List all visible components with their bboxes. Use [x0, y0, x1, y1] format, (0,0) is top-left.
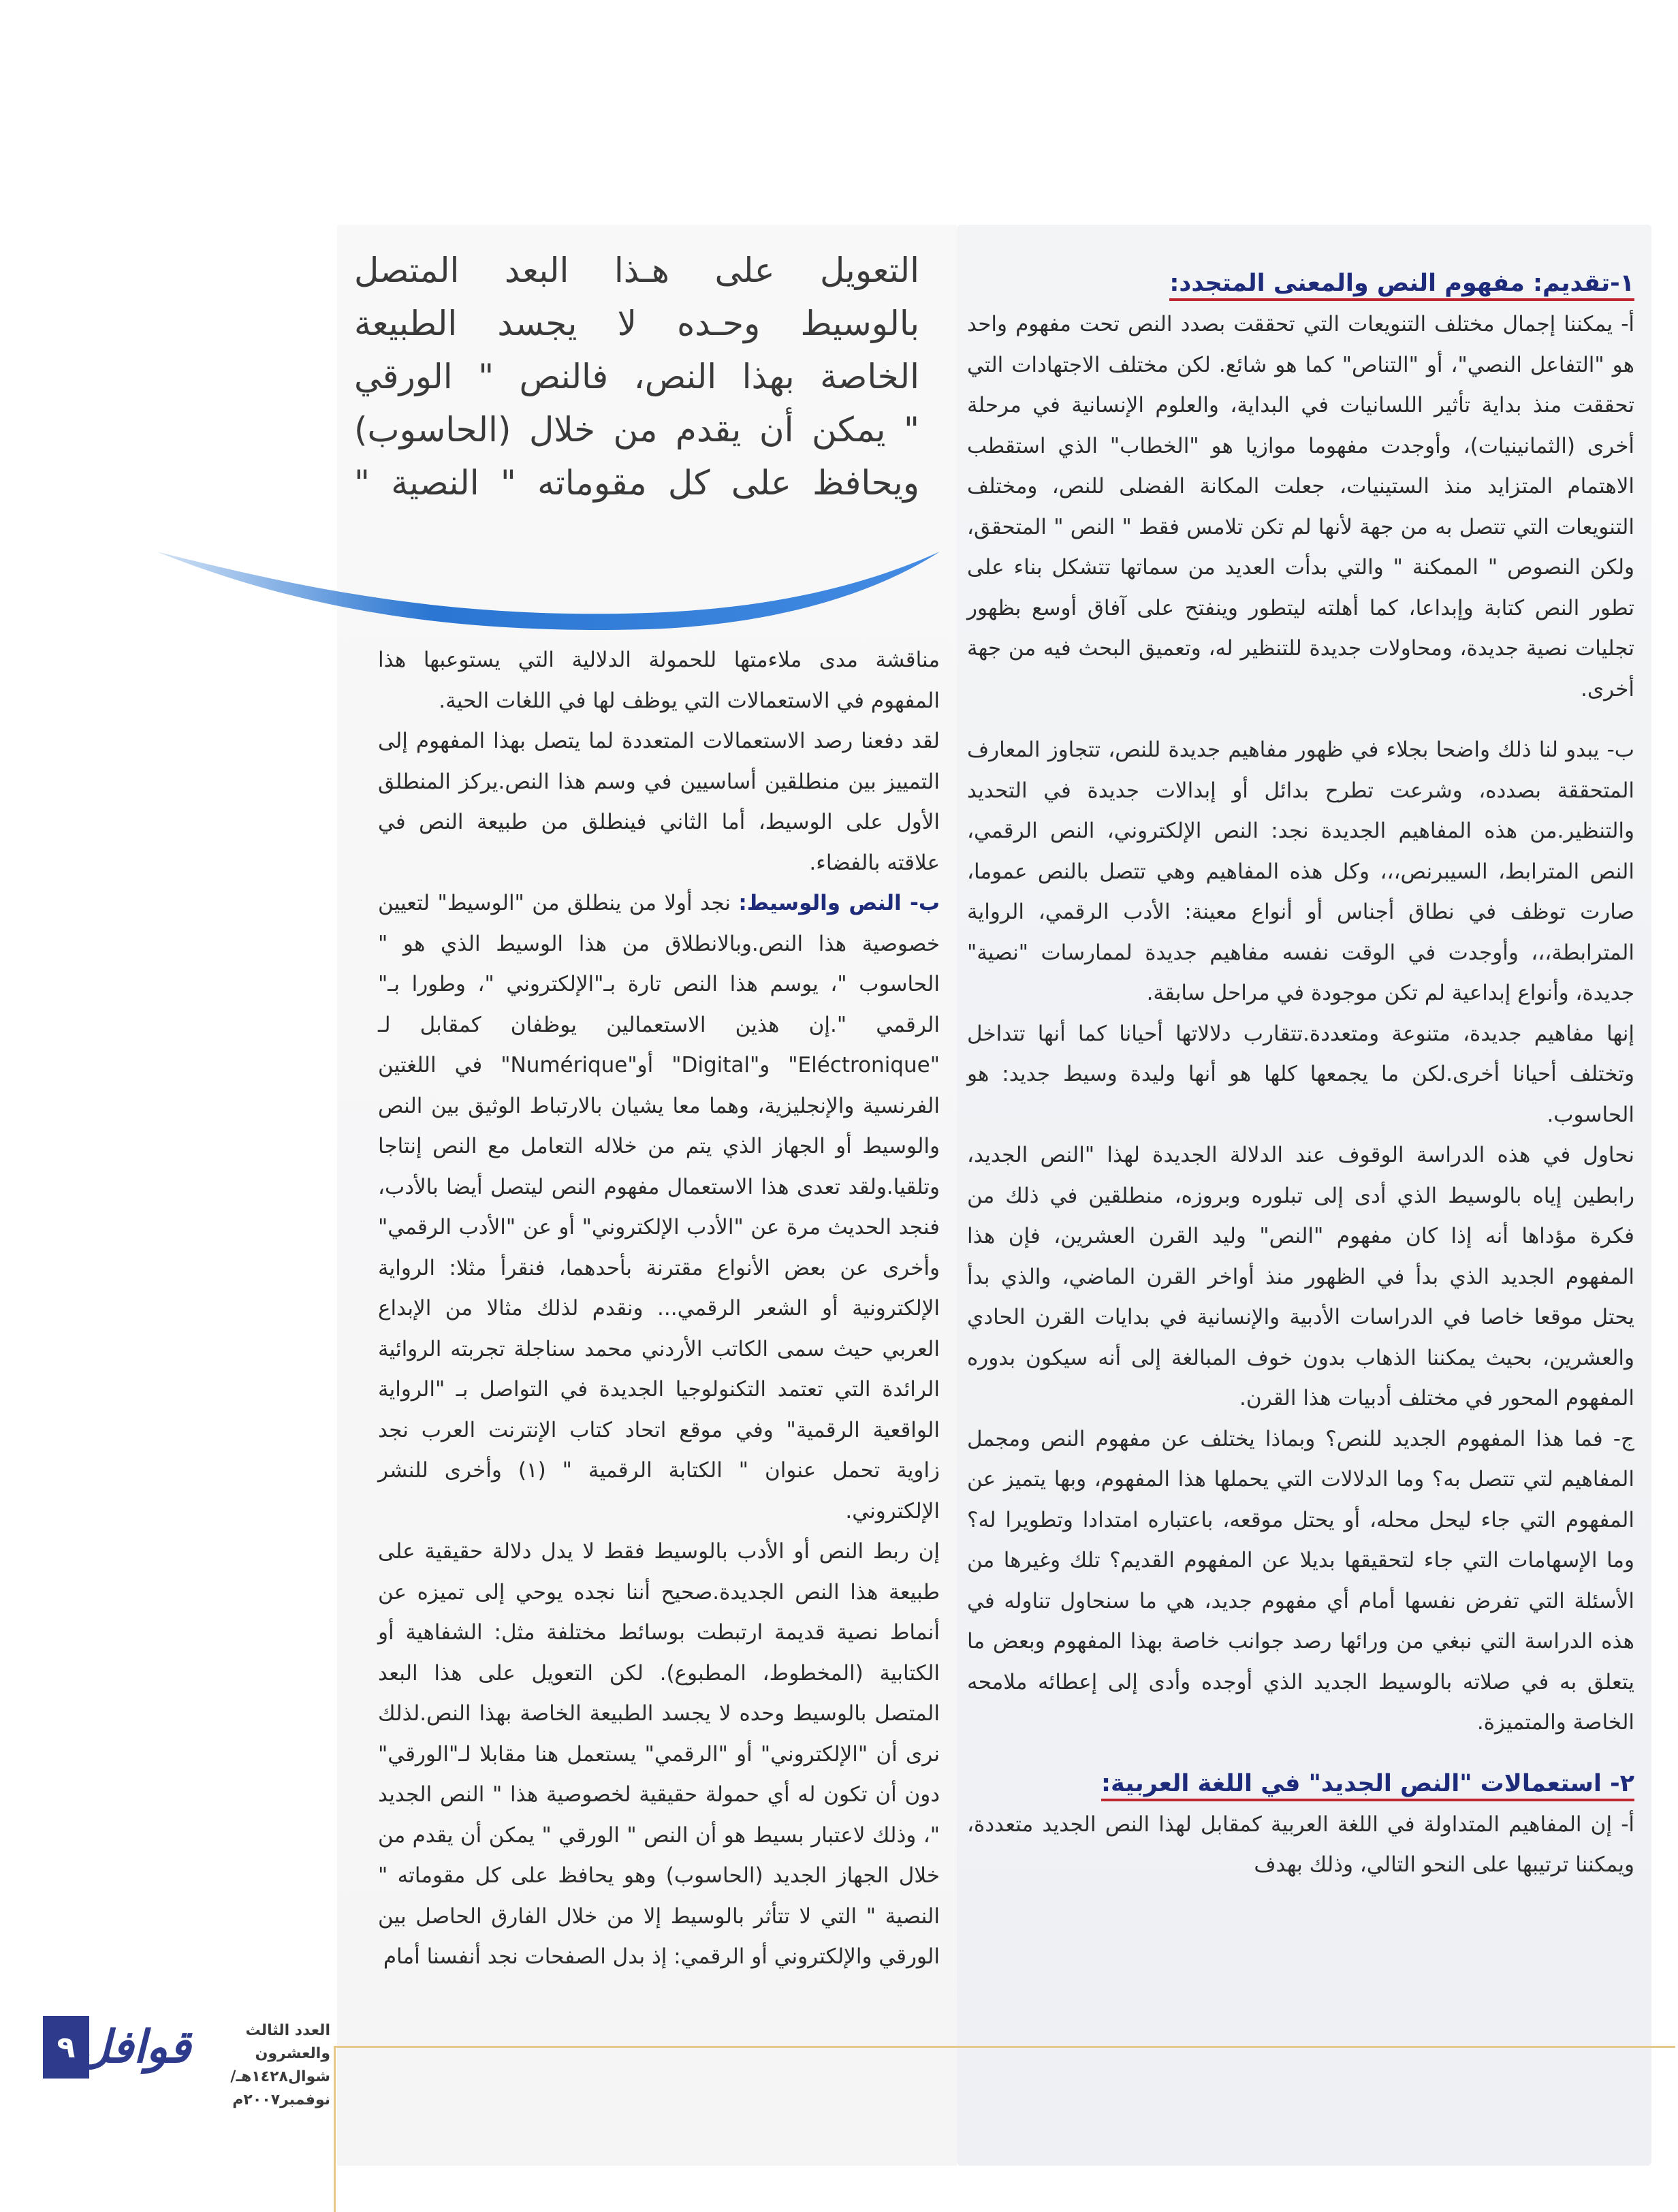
paragraph-b3: نحاول في هذه الدراسة الوقوف عند الدلالة الجديدة لهذا "النص الجديد، رابطين إياه بالوسيط الذي أدى إلى تبلوره وبروزه، منطلقين في ذلك من فكرة مؤداها أنه إذا كان مفهوم "النص" وليد القرن العشرين، فإن هذا المفهوم الجديد الذي بدأ في الظهور منذ أواخر القرن الماضي، والذي بدأ يحتل موقعا خاصا في الدراسات الأدبية والإنسانية في بدايات القرن الحادي والعشرين، بحيث يمكننا الذهاب بدون خوف المبالغة إلى أنه سيكون بدوره المفهوم المحور في مختلف أدبيات هذا القرن. — [967, 1143, 1634, 1410]
section-heading-2 — [967, 1763, 1634, 1805]
left-column — [378, 640, 940, 1978]
issue-info — [194, 2019, 330, 2112]
paragraph-3-body: نجد أولا من ينطلق من "الوسيط" لتعيين خصوصية هذا النص.وبالانطلاق من هذا الوسيط الذي هو " الحاسوب "، يوسم هذا النص تارة بـ"الإلكتروني "، وطورا بـ" الرقمي ".إن هذين الاستعمالين يوظفان كمقابل لـ "Eléctronique" و"Digital" أو"Numérique" في اللغتين الفرنسية والإنجليزية، وهما معا يشيان بالارتباط الوثيق بين النص والوسيط أو الجهاز الذي يتم من خلاله التعامل مع النص إنتاجا وتلقيا.ولقد تعدى هذا الاستعمال مفهوم النص ليتصل أيضا بالأدب، فنجد الحديث مرة عن "الأدب الإلكتروني" أو عن "الأدب الرقمي" وأخرى عن بعض الأنواع مقترنة بأحدهما، فنقرأ مثلا: الرواية الإلكترونية أو الشعر الرقمي... ونقدم لذلك مثالا من الإبداع العربي حيث سمى الكاتب الأردني محمد سناجلة تجربته الروائية الرائدة التي تعتمد التكنولوجيا الجديدة في التواصل بـ "الرواية الواقعية الرقمية" وفي موقع اتحاد كتاب الإنترنت العرب نجد زاوية تحمل عنوان " الكتابة الرقمية " (١) وأخرى للنشر الإلكتروني. — [378, 891, 940, 1523]
paragraph-3 — [378, 883, 940, 1532]
paragraph-3-lead: ب- النص والوسيط: — [738, 891, 940, 915]
footer-vertical-rule — [334, 2046, 336, 2212]
pull-quote-line: ويحافظ على كل مقوماته " النصية " — [354, 463, 919, 503]
paragraph-1: مناقشة مدى ملاءمتها للحمولة الدلالية التي يستوعبها هذا المفهوم في الاستعمالات التي يوظف لها في اللغات الحية. — [378, 648, 940, 713]
paragraph-c: ج- فما هذا المفهوم الجديد للنص؟ وبماذا يختلف عن مفهوم النص ومجمل المفاهيم لتي تتصل به؟ وما الدلالات التي يحملها هذا المفهوم، وبها يتميز عن المفهوم التي جاء ليحل محله، أو يحتل موقعه، باعتباره امتدادا وتطويرا له؟ وما الإسهامات التي جاء لتحقيقها بديلا عن المفهوم القديم؟ تلك وغيرها من الأسئلة التي تفرض نفسها أمام أي مفهوم جديد، هي ما سنحاول تناوله في هذه الدراسة التي نبغي من ورائها رصد جوانب خاصة بهذا المفهوم وبعض ما يتعلق به في صلاته بالوسيط الجديد الذي أوجده وأدى إلى إعطائه ملامحه الخاصة والمتميزة. — [967, 1426, 1634, 1735]
section-heading-1-text: ١-تقديم: مفهوم النص والمعنى المتجدد: — [1169, 270, 1634, 301]
paragraph-2: لقد دفعنا رصد الاستعمالات المتعددة لما يتصل بهذا المفهوم إلى التمييز بين منطلقين أساسيين في وسم هذا النص.يركز المنطلق الأول على الوسيط، أما الثاني فينطلق من طبيعة النص في علاقته بالفضاء. — [378, 729, 940, 875]
pull-quote — [354, 244, 919, 509]
magazine-logo: قوافل — [78, 2020, 191, 2073]
pull-quote-line: الخاصة بهذا النص، فالنص " الورقي — [354, 357, 919, 396]
pull-quote-line: بالوسيط وحـده لا يجسد الطبيعة — [354, 304, 919, 343]
pull-quote-line: " يمكن أن يقدم من خلال (الحاسوب) — [354, 410, 919, 449]
paragraph-a: أ- يمكننا إجمال مختلف التنويعات التي تحققت بصدد النص تحت مفهوم واحد هو "التفاعل النصي"، أو "التناص" كما هو شائع. لكن مختلف الاجتهادات التي تحققت منذ بداية تأثير اللسانيات في البداية، والعلوم الإنسانية في مرحلة أخرى (الثمانينيات)، وأوجدت مفهوما موازيا هو "الخطاب" الذي استقطب الاهتمام المتزايد منذ الستينيات، جعلت المكانة الفضلى للنص، ومختلف التنويعات التي تتصل به من جهة لأنها لم تكن تلامس فقط " النص " المتحقق، ولكن النصوص " الممكنة " والتي بدأت العديد من سماتها تتشكل بناء على تطور النص كتابة وإبداعا، كما أهلته ليتطور وينفتح على آفاق أوسع بظهور تجليات نصية جديدة، ومحاولات جديدة للتنظير له، وتعميق البحث فيه من جهة أخرى. — [967, 312, 1634, 701]
pull-quote-line: التعويل على هـذا البعد المتصل — [354, 251, 919, 290]
footer-rule — [334, 2046, 1675, 2048]
paragraph-gap — [967, 710, 1634, 730]
page-number: ٩ — [43, 2016, 89, 2079]
paragraph-d: أ- إن المفاهيم المتداولة في اللغة العربية كمقابل لهذا النص الجديد متعددة، ويمكننا ترتيبها على النحو التالي، وذلك بهدف — [967, 1812, 1634, 1877]
issue-number: العدد الثالث والعشرون — [245, 2022, 330, 2062]
paragraph-4: إن ربط النص أو الأدب بالوسيط فقط لا يدل دلالة حقيقية على طبيعة هذا النص الجديدة.صحيح أننا نجده يوحي إلى تميزه عن أنماط نصية قديمة ارتبطت بوسائط مختلفة مثل: الشفاهية أو الكتابية (المخطوط، المطبوع). لكن التعويل على هذا البعد المتصل بالوسيط وحده لا يجسد الطبيعة الخاصة بهذا النص.لذلك نرى أن "الإلكتروني" أو "الرقمي" يستعمل هنا مقابلا لـ"الورقي" دون أن تكون له أي حمولة حقيقية لخصوصية هذا " النص الجديد "، وذلك لاعتبار بسيط هو أن النص " الورقي " يمكن أن يقدم من خلال الجهاز الجديد (الحاسوب) وهو يحافظ على كل مقوماته " النصية " التي لا تتأثر بالوسيط إلا من خلال الفارق الحاصل بين الورقي والإلكتروني أو الرقمي: إذ بدل الصفحات نجد أنفسنا أمام — [378, 1539, 940, 1969]
section-heading-1 — [967, 262, 1634, 304]
paragraph-b: ب- يبدو لنا ذلك واضحا بجلاء في ظهور مفاهيم جديدة للنص، تتجاوز المعارف المتحققة بصدده، وشرعت تطرح بدائل أو إبدالات جديدة في التحديد والتنظير.من هذه المفاهيم الجديدة نجد: النص الإلكتروني، النص الرقمي، النص المترابط، السيبرنص،،، وكل هذه المفاهيم وهي تتصل بالنص عموما، صارت توظف في نطاق أجناس أو أنواع معينة: الأدب الرقمي، الرواية المترابطة،،، وأوجدت في الوقت نفسه مفاهيم جديدة لممارسات "نصية" جديدة، وأنواع إبداعية لم تكن موجودة في مراحل سابقة. — [967, 738, 1634, 1005]
section-heading-2-text: ٢- استعمالات "النص الجديد" في اللغة العربية: — [1101, 1770, 1634, 1801]
paragraph-b2: إنها مفاهيم جديدة، متنوعة ومتعددة.تتقارب دلالاتها أحيانا كما أنها تتداخل وتختلف أحيانا أخرى.لكن ما يجمعها كلها هو أنها وليدة وسيط جديد: هو الحاسوب. — [967, 1021, 1634, 1127]
issue-date: شوال١٤٢٨هـ/ نوفمبر٢٠٠٧م — [230, 2068, 330, 2108]
blue-swoosh-decoration — [157, 538, 940, 640]
right-column — [967, 262, 1634, 1886]
